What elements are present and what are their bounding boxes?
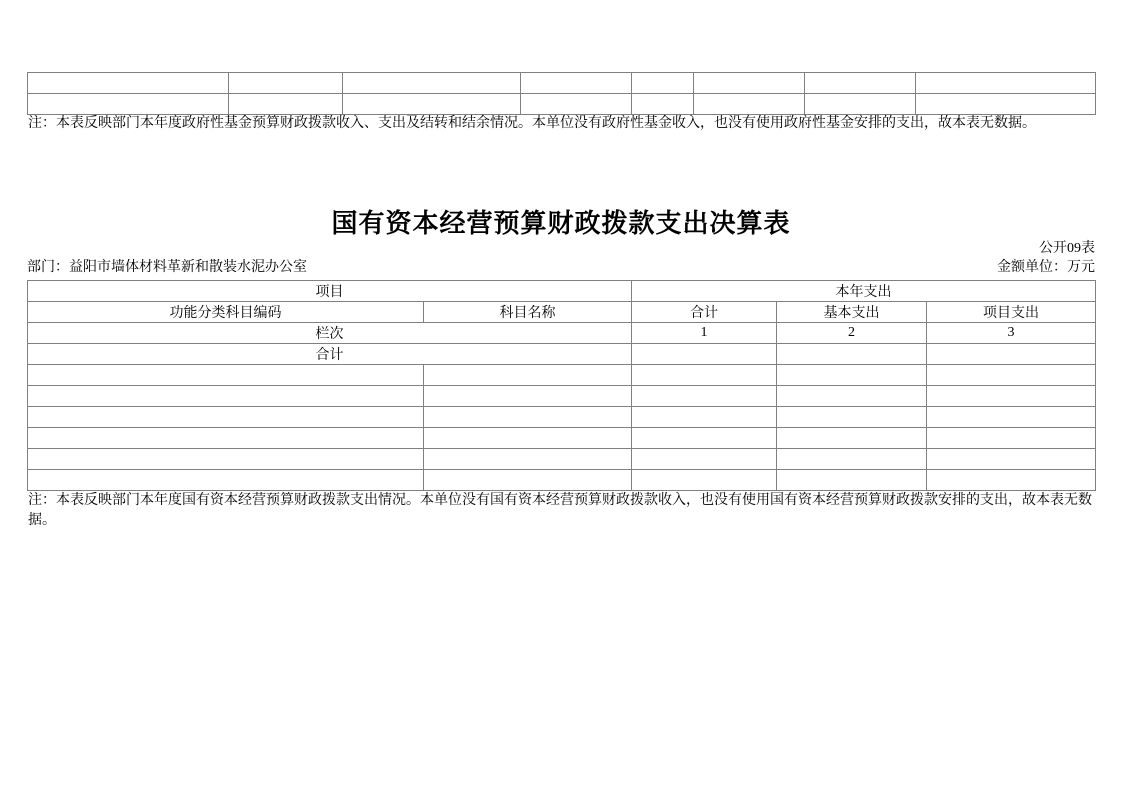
empty-cell	[28, 407, 424, 428]
department-label: 部门：益阳市墙体材料革新和散装水泥办公室	[27, 260, 307, 275]
column-index-label: 栏次	[28, 323, 632, 344]
empty-cell	[927, 365, 1096, 386]
empty-table-row	[28, 365, 1096, 386]
empty-cell	[28, 365, 424, 386]
main-table-note: 注：本表反映部门本年度国有资本经营预算财政拨款支出情况。本单位没有国有资本经营预算财政拨款收入，也没有使用国有资本经营预算财政拨款安排的支出，故本表无数据。	[28, 493, 1092, 528]
empty-cell	[927, 407, 1096, 428]
main-table	[27, 280, 1096, 491]
empty-cell	[694, 94, 805, 115]
empty-cell	[424, 386, 632, 407]
empty-cell	[694, 73, 805, 94]
header-basic-expenditure: 基本支出	[777, 302, 927, 323]
header-project: 项目	[28, 281, 632, 302]
empty-cell	[916, 94, 1096, 115]
empty-table-row	[28, 428, 1096, 449]
empty-cell	[424, 470, 632, 491]
empty-cell	[28, 470, 424, 491]
empty-cell	[28, 386, 424, 407]
empty-table-row	[28, 94, 1096, 115]
unit-label: 金额单位：万元	[997, 260, 1095, 275]
empty-cell	[805, 94, 916, 115]
empty-cell	[632, 428, 777, 449]
empty-cell	[777, 407, 927, 428]
empty-cell	[521, 94, 632, 115]
empty-cell	[777, 470, 927, 491]
empty-cell	[777, 428, 927, 449]
empty-table-row	[28, 470, 1096, 491]
empty-cell	[343, 94, 521, 115]
empty-cell	[805, 73, 916, 94]
header-subject-name: 科目名称	[424, 302, 632, 323]
empty-cell	[777, 365, 927, 386]
total-row-label: 合计	[28, 344, 632, 365]
header-total: 合计	[632, 302, 777, 323]
empty-cell	[424, 407, 632, 428]
empty-cell	[632, 449, 777, 470]
empty-cell	[927, 386, 1096, 407]
empty-cell	[343, 73, 521, 94]
table-code-label: 公开09表	[1039, 241, 1095, 256]
empty-cell	[229, 73, 343, 94]
total-row-value-1	[632, 344, 777, 365]
empty-cell	[28, 449, 424, 470]
empty-table-row	[28, 73, 1096, 94]
empty-table-row	[28, 386, 1096, 407]
empty-cell	[777, 386, 927, 407]
empty-cell	[632, 94, 694, 115]
empty-cell	[916, 73, 1096, 94]
empty-cell	[424, 365, 632, 386]
empty-table-row	[28, 407, 1096, 428]
empty-cell	[632, 365, 777, 386]
main-table-empty-body	[28, 365, 1096, 491]
empty-cell	[927, 428, 1096, 449]
header-function-code: 功能分类科目编码	[28, 302, 424, 323]
empty-cell	[632, 73, 694, 94]
header-project-expenditure: 项目支出	[927, 302, 1096, 323]
total-row	[28, 344, 1096, 365]
main-header-row-2	[28, 302, 1096, 323]
column-index-1: 1	[632, 323, 777, 344]
total-row-value-2	[777, 344, 927, 365]
column-index-row	[28, 323, 1096, 344]
report-title: 国有资本经营预算财政拨款支出决算表	[331, 209, 791, 238]
main-header-row-1	[28, 281, 1096, 302]
empty-cell	[229, 94, 343, 115]
empty-cell	[927, 449, 1096, 470]
empty-cell	[28, 94, 229, 115]
empty-cell	[424, 428, 632, 449]
empty-cell	[632, 386, 777, 407]
empty-cell	[632, 470, 777, 491]
empty-cell	[424, 449, 632, 470]
empty-cell	[28, 428, 424, 449]
gov-fund-note: 注：本表反映部门本年度政府性基金预算财政拨款收入、支出及结转和结余情况。本单位没有政府性基金收入，也没有使用政府性基金安排的支出，故本表无数据。	[28, 116, 1036, 131]
empty-cell	[632, 407, 777, 428]
column-index-3: 3	[927, 323, 1096, 344]
gov-fund-table	[27, 72, 1096, 115]
empty-cell	[927, 470, 1096, 491]
empty-cell	[521, 73, 632, 94]
total-row-value-3	[927, 344, 1096, 365]
empty-table-row	[28, 449, 1096, 470]
header-current-year-expenditure: 本年支出	[632, 281, 1096, 302]
gov-fund-table-body	[28, 73, 1096, 115]
empty-cell	[28, 73, 229, 94]
empty-cell	[777, 449, 927, 470]
column-index-2: 2	[777, 323, 927, 344]
meta-line	[27, 256, 1095, 276]
